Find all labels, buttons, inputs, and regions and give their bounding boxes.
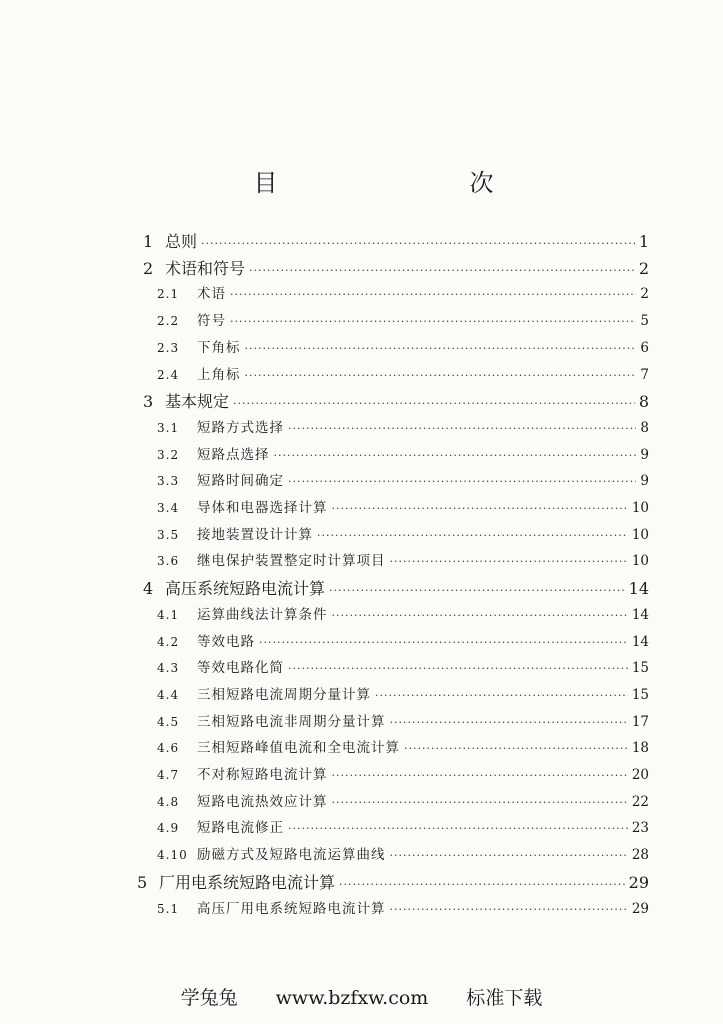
toc-page-number: 15	[631, 686, 649, 703]
toc-entry	[157, 656, 649, 682]
toc-page-number: 17	[631, 713, 649, 730]
toc-number: 4.1	[157, 607, 180, 622]
toc-label: 短路时间确定	[197, 473, 284, 490]
toc-label: 厂用电系统短路电流计算	[159, 872, 336, 892]
toc-number: 3.1	[157, 420, 180, 435]
toc-page-number: 8	[638, 392, 649, 412]
toc-page-number: 29	[628, 872, 649, 892]
toc-label: 等效电路化简	[197, 660, 284, 677]
toc-label: 总则	[165, 232, 198, 251]
toc-entry	[143, 229, 649, 255]
toc-leader-dots	[288, 822, 628, 835]
toc-entry	[157, 336, 649, 362]
toc-entry	[157, 309, 649, 335]
toc-page-number: 22	[631, 793, 649, 810]
toc-number: 4	[143, 579, 154, 599]
toc-label: 短路点选择	[197, 446, 270, 463]
toc-leader-dots	[201, 237, 635, 250]
toc-label: 符号	[197, 313, 226, 330]
toc-number: 3.3	[157, 474, 180, 489]
toc-leader-dots	[404, 742, 628, 755]
toc-page-number: 8	[640, 419, 649, 436]
toc-leader-dots	[230, 315, 636, 328]
toc-label: 高压系统短路电流计算	[165, 579, 326, 599]
toc-number: 4.9	[157, 821, 180, 836]
toc-page-number: 14	[631, 606, 649, 623]
toc-entry	[143, 256, 649, 282]
toc-label: 基本规定	[165, 392, 230, 412]
toc-entry	[157, 790, 649, 816]
toc-leader-dots	[390, 555, 628, 568]
toc-number: 5	[137, 872, 148, 892]
toc-number: 3.2	[157, 447, 180, 462]
toc-leader-dots	[332, 796, 628, 809]
toc-number: 5.1	[157, 901, 180, 916]
toc-page-number: 15	[631, 660, 649, 677]
toc-number: 4.3	[157, 661, 180, 676]
toc-page-number: 28	[631, 847, 649, 864]
toc-entry	[157, 736, 649, 762]
toc-entry	[157, 469, 649, 495]
toc-label: 运算曲线法计算条件	[197, 606, 328, 623]
toc-label: 下角标	[197, 339, 241, 356]
toc-page-number: 18	[631, 740, 649, 757]
toc-page-number: 9	[640, 473, 649, 490]
toc-page-number: 10	[631, 526, 649, 543]
toc-label: 继电保护装置整定时计算项目	[197, 553, 386, 570]
toc-page-number: 14	[628, 579, 649, 599]
toc-entry	[157, 549, 649, 575]
toc-label: 接地装置设计计算	[197, 526, 313, 543]
toc-page-number: 29	[631, 900, 649, 917]
toc-leader-dots	[390, 903, 628, 916]
toc-number: 4.7	[157, 768, 180, 782]
toc-entry	[157, 496, 649, 522]
toc-label: 短路电流热效应计算	[197, 793, 328, 810]
toc-number: 2.1	[157, 287, 180, 302]
toc-label: 等效电路	[197, 633, 255, 650]
toc-number: 3	[143, 392, 154, 412]
toc-number: 3.6	[157, 554, 180, 569]
toc-entry	[157, 416, 649, 442]
toc-label: 高压厂用电系统短路电流计算	[197, 900, 386, 917]
toc-page-number: 1	[638, 232, 649, 251]
toc-number: 2.4	[157, 367, 180, 382]
toc-leader-dots	[332, 609, 628, 622]
toc-leader-dots	[230, 288, 636, 301]
toc-page-number: 23	[631, 820, 649, 837]
toc-page-number: 5	[640, 313, 649, 330]
toc-label: 术语	[197, 286, 226, 303]
toc-leader-dots	[329, 584, 625, 597]
toc-leader-dots	[288, 422, 636, 435]
toc-number: 1	[143, 232, 154, 251]
toc-label: 术语和符号	[165, 258, 246, 278]
toc-entry	[157, 763, 649, 789]
toc-label: 短路电流修正	[197, 820, 284, 837]
toc-number: 4.5	[157, 714, 180, 729]
toc-entry	[157, 443, 649, 469]
toc-entry	[157, 282, 649, 308]
toc-leader-dots	[375, 689, 628, 702]
toc-number: 4.8	[157, 794, 180, 809]
toc-label: 上角标	[197, 366, 241, 383]
toc-leader-dots	[339, 878, 625, 891]
toc-entry	[157, 843, 649, 869]
toc-entry	[157, 897, 649, 923]
toc-page-number: 14	[631, 633, 649, 650]
footer-watermark: 学兔兔 www.bzfxw.com 标准下载	[180, 987, 543, 1009]
toc-leader-dots	[259, 636, 628, 649]
toc-leader-dots	[233, 397, 635, 410]
toc-entry	[157, 523, 649, 549]
toc-number: 3.4	[157, 501, 180, 515]
toc-entry	[157, 363, 649, 389]
toc-leader-dots	[288, 662, 628, 675]
toc-number: 2	[143, 258, 154, 278]
toc-entry	[137, 870, 649, 896]
toc-entry	[143, 576, 649, 602]
toc-page-number: 9	[640, 446, 649, 463]
toc-label: 三相短路电流非周期分量计算	[197, 713, 386, 730]
toc-label: 励磁方式及短路电流运算曲线	[197, 847, 386, 864]
toc-entry	[157, 710, 649, 736]
toc-label: 不对称短路电流计算	[197, 767, 328, 783]
toc-page-number: 20	[631, 767, 649, 783]
toc-leader-dots	[249, 264, 635, 277]
toc-entry	[143, 389, 649, 415]
toc-number: 4.10	[157, 848, 188, 863]
toc-page-number: 6	[640, 339, 649, 356]
toc-leader-dots	[390, 849, 628, 862]
toc-entry	[157, 630, 649, 656]
toc-leader-dots	[332, 769, 628, 782]
toc-leader-dots	[332, 502, 628, 515]
toc-label: 导体和电器选择计算	[197, 500, 328, 516]
toc-number: 2.2	[157, 314, 180, 329]
toc-number: 4.2	[157, 634, 180, 649]
toc-number: 4.6	[157, 741, 180, 756]
toc-leader-dots	[317, 529, 628, 542]
toc-number: 3.5	[157, 527, 180, 542]
toc-entry	[157, 603, 649, 629]
toc-label: 短路方式选择	[197, 419, 284, 436]
toc-leader-dots	[274, 449, 637, 462]
toc-number: 2.3	[157, 340, 180, 355]
toc-page-number: 7	[640, 366, 649, 383]
page-title: 目 次	[253, 169, 542, 197]
toc-leader-dots	[390, 716, 628, 729]
toc-leader-dots	[245, 342, 637, 355]
toc-page-number: 10	[631, 553, 649, 570]
toc-label: 三相短路电流周期分量计算	[197, 686, 371, 703]
toc-page-number: 2	[640, 286, 649, 303]
toc-page-number: 10	[631, 500, 649, 516]
toc-entry	[157, 683, 649, 709]
toc-entry	[157, 816, 649, 842]
toc-page-number: 2	[638, 258, 649, 278]
toc-leader-dots	[288, 475, 636, 488]
toc-number: 4.4	[157, 687, 180, 702]
toc-leader-dots	[245, 369, 637, 382]
toc-label: 三相短路峰值电流和全电流计算	[197, 740, 400, 757]
